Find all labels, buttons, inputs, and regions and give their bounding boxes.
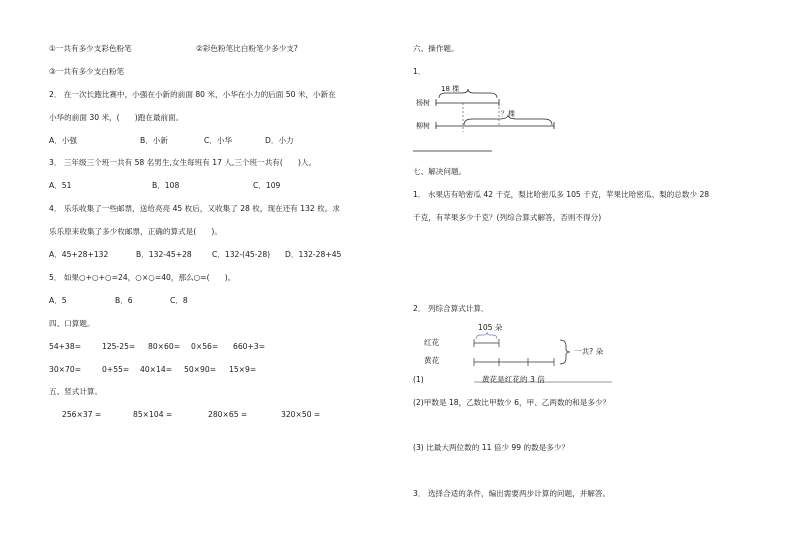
oral-calc: 0×56= xyxy=(191,342,219,351)
total-brace xyxy=(560,340,570,364)
willow-label: 柳树 xyxy=(416,122,430,130)
question-5: 5． 如果○+○+○=24，○×○=40，那么○=( )。 xyxy=(49,273,236,282)
section-5-title: 五、竖式计算。 xyxy=(49,387,103,396)
q3-option-c: C．109 xyxy=(253,181,281,190)
sub-question-2: (2)甲数是 18，乙数比甲数少 6，甲、乙两数的和是多少？ xyxy=(413,398,611,407)
question-2-cont: 小华的前面 30 米，( )跑在最前面。 xyxy=(49,113,184,122)
q5-option-c: C．8 xyxy=(170,296,188,305)
section-4-title: 四、口算题。 xyxy=(49,319,95,328)
oral-calc: 15×9= xyxy=(229,365,257,374)
question-4: 4． 乐乐收集了一些邮票，送给亮亮 45 枚后，又收集了 28 枚，现在还有 132 枚。求 xyxy=(49,204,340,213)
question-2: 2． 在一次长跑比赛中，小强在小新的前面 80 米，小华在小力的后面 50 米，小新在 xyxy=(49,90,336,99)
oral-calc: 54+38= xyxy=(49,342,82,351)
q2-option-c: C．小华 xyxy=(204,136,233,145)
problem-3: 3． 选择合适的条件，编出需要两步计算的问题，并解答。 xyxy=(413,489,611,498)
red-brace xyxy=(476,332,497,339)
operation-1-number: 1． xyxy=(413,67,426,76)
section-7-title: 七、解决问题。 xyxy=(413,167,467,176)
q1-option-1: ①一共有多少支彩色粉笔 xyxy=(49,44,132,53)
oral-calc: 30×70= xyxy=(49,365,82,374)
sub-question-3: (3) 比最大两位数的 11 倍少 99 的数是多少？ xyxy=(413,443,570,452)
vertical-calc: 256×37 = xyxy=(62,410,102,419)
q2-option-d: D．小力 xyxy=(265,136,294,145)
oral-calc: 50×90= xyxy=(184,365,217,374)
q3-option-b: B．108 xyxy=(152,181,180,190)
q2-option-a: A．小强 xyxy=(49,136,77,145)
vertical-calc: 280×65 = xyxy=(208,410,248,419)
q4-option-c: C．132-(45-28) xyxy=(212,250,271,259)
oral-calc: 80×60= xyxy=(148,342,181,351)
vertical-calc: 85×104 = xyxy=(133,410,173,419)
poplar-label: 杨树 xyxy=(416,99,430,107)
section-6-title: 六、操作题。 xyxy=(413,44,459,53)
willow-unknown-label: ？棵 xyxy=(501,110,515,118)
vertical-calc: 320×50 = xyxy=(281,410,321,419)
red-flower-label: 红花 xyxy=(424,338,440,347)
q1-option-2: ②彩色粉笔比白粉笔少多少支? xyxy=(196,44,298,53)
q4-option-b: B．132-45+28 xyxy=(136,250,192,259)
poplar-count-label: 18 棵 xyxy=(441,85,460,93)
q4-option-d: D．132-28+45 xyxy=(285,250,342,259)
problem-1: 1． 水果店有哈密瓜 42 千克，梨比哈密瓜多 105 千克，苹果比哈密瓜、梨的总数少 28 xyxy=(413,190,710,199)
problem-1-cont: 千克，有苹果多少千克？(列综合算式解答，否则不得分) xyxy=(413,213,602,222)
sub-question-1-number: (1) xyxy=(413,375,424,384)
question-4-cont: 乐乐原来收集了多少枚邮票，正确的算式是( )。 xyxy=(49,227,222,236)
q3-option-a: A．51 xyxy=(49,181,72,190)
problem-2: 2． 列综合算式计算． xyxy=(413,304,489,313)
q1-option-3: ③一共有多少支白粉笔 xyxy=(49,67,125,76)
total-flower-label: 一共? 朵 xyxy=(574,347,604,356)
q5-option-a: A．5 xyxy=(49,296,67,305)
oral-calc: 660+3= xyxy=(233,342,266,351)
oral-calc: 0+55= xyxy=(102,365,130,374)
yellow-flower-label: 黄花 xyxy=(424,356,440,365)
q5-option-b: B．6 xyxy=(115,296,133,305)
question-3: 3． 三年级三个班一共有 58 名男生,女生每班有 17 人,三个班一共有( )人。 xyxy=(49,158,317,167)
tree-line-diagram xyxy=(413,89,554,151)
q4-option-a: A．45+28+132 xyxy=(49,250,109,259)
red-flower-count: 105 朵 xyxy=(478,323,503,332)
oral-calc: 40×14= xyxy=(140,365,173,374)
q2-option-b: B．小新 xyxy=(140,136,168,145)
oral-calc: 125-25= xyxy=(102,342,136,351)
sub-question-1-condition: 黄花是红花的 3 倍 xyxy=(482,375,545,384)
